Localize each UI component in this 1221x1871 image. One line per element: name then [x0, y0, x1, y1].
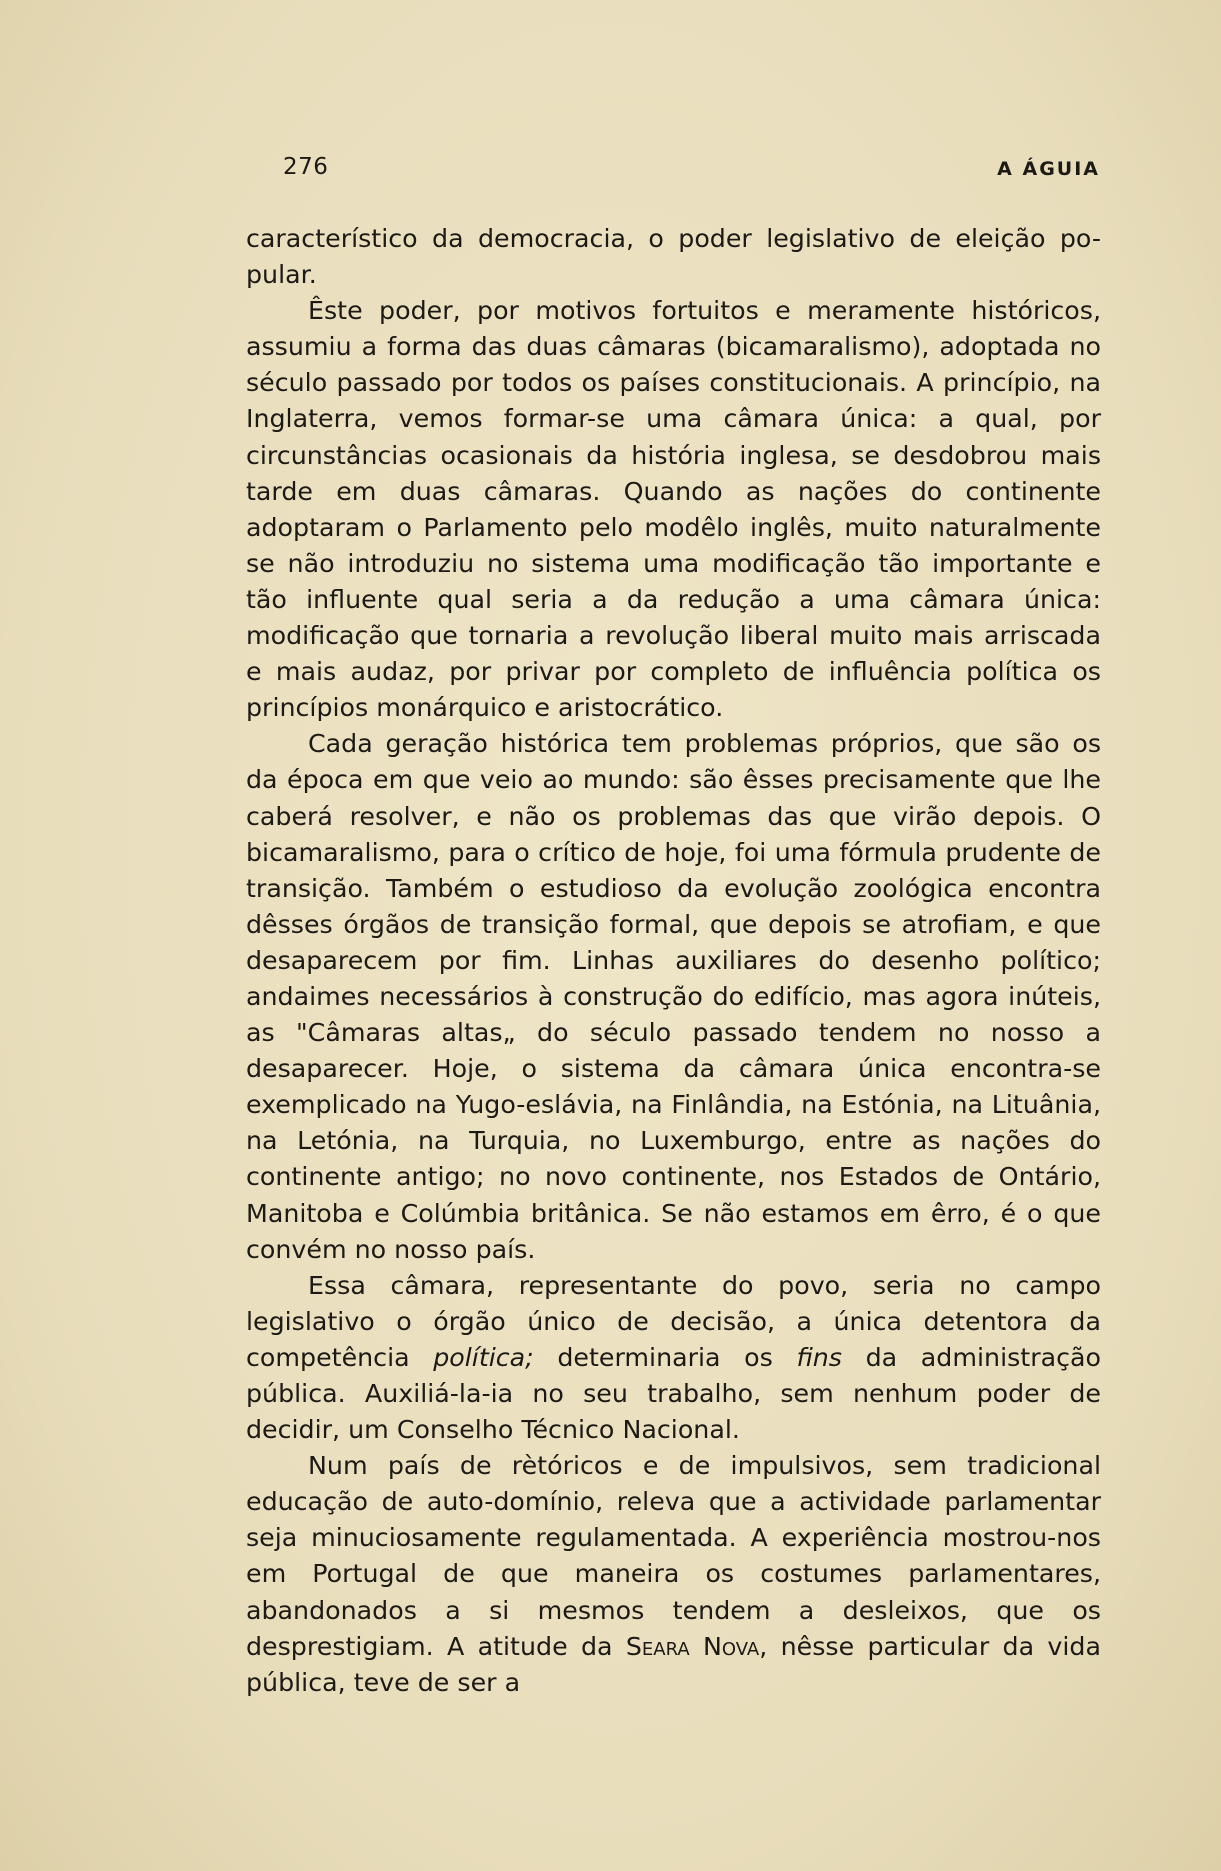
emphasis-politica: política;	[433, 1342, 534, 1372]
paragraph-5-segment: Num país de rètóricos e de impulsivos, sem tradicional educação de auto-domínio, releva que a actividade parlamentar seja minuciosamente regulamentada. A experiência mostrou-nos em Portugal de que maneira os costumes parlamentares, abandonados a si mesmos tendem a desleixos, que os desprestigiam. A atitude da	[246, 1451, 1101, 1661]
emphasis-fins: fins	[796, 1342, 842, 1372]
body-text	[246, 221, 1101, 1701]
paragraph-2: Êste poder, por motivos fortuitos e meramente históricos, assumiu a forma das duas câmaras (bicamaralismo), adoptada no século passado por todos os países constitucionais. A princípio, na Inglaterra, vemos formar-se uma câmara única: a qual, por circunstâncias ocasionais da história inglesa, se desdobrou mais tarde em duas câmaras. Quando as nações do continente adoptaram o Parlamento pelo modêlo inglês, muito naturalmente se não introduziu no sistema uma modificação tão importante e tão influente qual seria a da redução a uma câmara única: modificação que tornaria a revolução liberal muito mais arriscada e mais audaz, por privar por completo de influência política os princípios monárquico e aristocrático.	[246, 296, 1101, 723]
paragraph-4-segment: determinaria os	[533, 1342, 797, 1372]
publication-name: Seara Nova	[625, 1631, 760, 1661]
page-header	[283, 154, 1100, 184]
paragraph-5	[246, 1448, 1101, 1701]
paragraph-4-segment: da administração pública. Auxiliá-la-ia no seu trabalho, sem nenhum poder de decidir, um Conselho Técnico Nacional.	[246, 1342, 1101, 1445]
running-title: A ÁGUIA	[997, 158, 1100, 180]
paragraph-5-segment: , nêsse particular da vida pública, teve de ser a	[246, 1631, 1101, 1697]
paragraph-1: característico da democracia, o poder legislativo de eleição po-pular.	[246, 224, 1101, 290]
paragraph-4-segment: Essa câmara, representante do povo, seria no campo legislativo o órgão único de decisão, a única detentora da competência	[246, 1270, 1101, 1372]
page-number: 276	[283, 154, 329, 180]
paragraph-3: Cada geração histórica tem problemas próprios, que são os da época em que veio ao mundo: são êsses precisamente que lhe caberá resolver, e não os problemas das que virão depois. O bicamaralismo, para o crítico de hoje, foi uma fórmula prudente de transição. Também o estudioso da evolução zoológica encontra dêsses órgãos de transição formal, que depois se atrofiam, e que desaparecem por fim. Linhas auxiliares do desenho político; andaimes necessários à construção do edifício, mas agora inúteis, as "Câmaras altas„ do século passado tendem no nosso a desaparecer. Hoje, o sistema da câmara única encontra-se exemplicado na Yugo-eslávia, na Finlândia, na Estónia, na Lituânia, na Letónia, na Turquia, no Luxemburgo, entre as nações do continente antigo; no novo continente, nos Estados de Ontário, Manitoba e Colúmbia britânica. Se não estamos em êrro, é o que convém no nosso país.	[246, 729, 1101, 1264]
paragraph-4	[246, 1268, 1101, 1448]
